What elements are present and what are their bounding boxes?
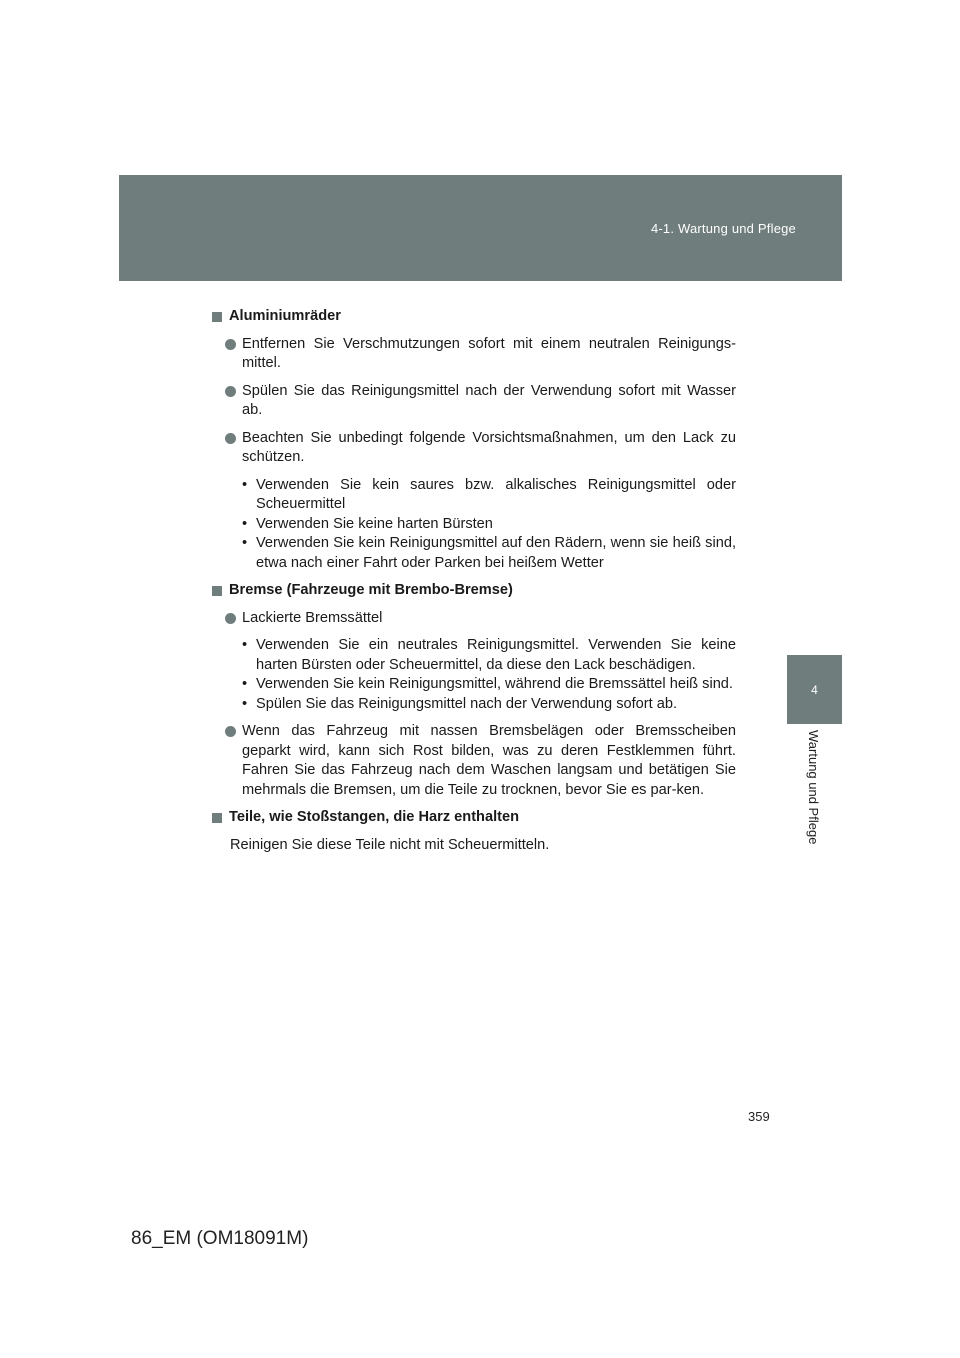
section-heading-text: Teile, wie Stoßstangen, die Harz enthalten xyxy=(229,809,520,825)
sub-list-item xyxy=(212,515,736,535)
bullet-text: Beachten Sie unbedingt folgende Vorsichtsmaßnahmen, um den Lack zu schützen. xyxy=(242,429,736,465)
chapter-label xyxy=(787,730,842,870)
chapter-label-text: Wartung und Pflege xyxy=(806,730,821,845)
bullet-item xyxy=(212,429,736,468)
square-bullet-icon xyxy=(212,813,222,823)
section-title: 4-1. Wartung und Pflege xyxy=(650,221,796,236)
sub-item-text: Verwenden Sie kein saures bzw. alkalisches Reinigungsmittel oder Scheuermittel xyxy=(256,476,736,512)
dot-bullet-icon: • xyxy=(242,535,248,551)
square-bullet-icon xyxy=(212,312,222,322)
paragraph: Reinigen Sie diese Teile nicht mit Scheuermitteln. xyxy=(230,836,550,853)
dot-bullet-icon: • xyxy=(242,676,248,692)
circle-bullet-icon xyxy=(225,726,236,737)
circle-bullet-icon xyxy=(225,386,236,397)
chapter-number: 4 xyxy=(811,683,818,697)
section-heading-alu xyxy=(212,307,736,327)
sub-item-text: Verwenden Sie keine harten Bürsten xyxy=(256,515,493,532)
page-number: 359 xyxy=(748,1109,770,1124)
header-band xyxy=(119,175,842,281)
dot-bullet-icon: • xyxy=(242,695,248,712)
sub-item-text: Verwenden Sie ein neutrales Reinigungsmittel. Verwenden Sie keine harten Bürsten oder Scheuermittel, da diese den Lack beschädigen. xyxy=(256,637,736,673)
dot-bullet-icon: • xyxy=(242,515,248,532)
circle-bullet-icon xyxy=(225,613,236,624)
section-heading-brake xyxy=(212,581,736,601)
circle-bullet-icon xyxy=(225,433,236,444)
sub-item-text: Verwenden Sie kein Reinigungsmittel auf den Rädern, wenn sie heiß sind, etwa nach einer Fahrt oder Parken bei heißem Wetter xyxy=(256,535,736,571)
section-heading-resin xyxy=(212,808,736,828)
section-heading-text: Bremse (Fahrzeuge mit Brembo-Bremse) xyxy=(229,582,513,598)
bullet-text: Entfernen Sie Verschmutzungen sofort mit einem neutralen Reinigungs-mittel. xyxy=(242,335,736,371)
sub-item-text: Verwenden Sie kein Reinigungsmittel, während die Bremssättel heiß sind. xyxy=(256,676,733,692)
sub-list xyxy=(212,636,736,714)
bullet-text: Spülen Sie das Reinigungsmittel nach der Verwendung sofort mit Wasser ab. xyxy=(242,382,736,418)
bullet-item xyxy=(212,722,736,800)
bullet-text: Wenn das Fahrzeug mit nassen Bremsbelägen oder Bremsscheiben geparkt wird, kann sich Rost bilden, was zu deren Festklemmen führt. Fahren Sie das Fahrzeug nach dem Waschen langsam und betätigen Sie mehrmals die Bremsen, um die Teile zu trocknen, bevor Sie es par-ken. xyxy=(242,723,736,798)
circle-bullet-icon xyxy=(225,339,236,350)
dot-bullet-icon: • xyxy=(242,637,248,653)
dot-bullet-icon: • xyxy=(242,476,248,493)
page-content xyxy=(212,307,736,863)
sub-item-text: Spülen Sie das Reinigungsmittel nach der Verwendung sofort ab. xyxy=(256,695,678,712)
bullet-item xyxy=(212,382,736,421)
sub-list xyxy=(212,476,736,574)
square-bullet-icon xyxy=(212,586,222,596)
document-code: 86_EM (OM18091M) xyxy=(131,1228,309,1249)
sub-list-item xyxy=(212,636,736,675)
chapter-tab xyxy=(787,655,842,724)
sub-list-item xyxy=(212,534,736,573)
section-heading-text: Aluminiumräder xyxy=(229,308,341,324)
bullet-item xyxy=(212,609,736,629)
sub-list-item xyxy=(212,476,736,515)
sub-list-item xyxy=(212,695,736,715)
bullet-text: Lackierte Bremssättel xyxy=(242,609,383,626)
bullet-item xyxy=(212,335,736,374)
sub-list-item xyxy=(212,675,736,695)
